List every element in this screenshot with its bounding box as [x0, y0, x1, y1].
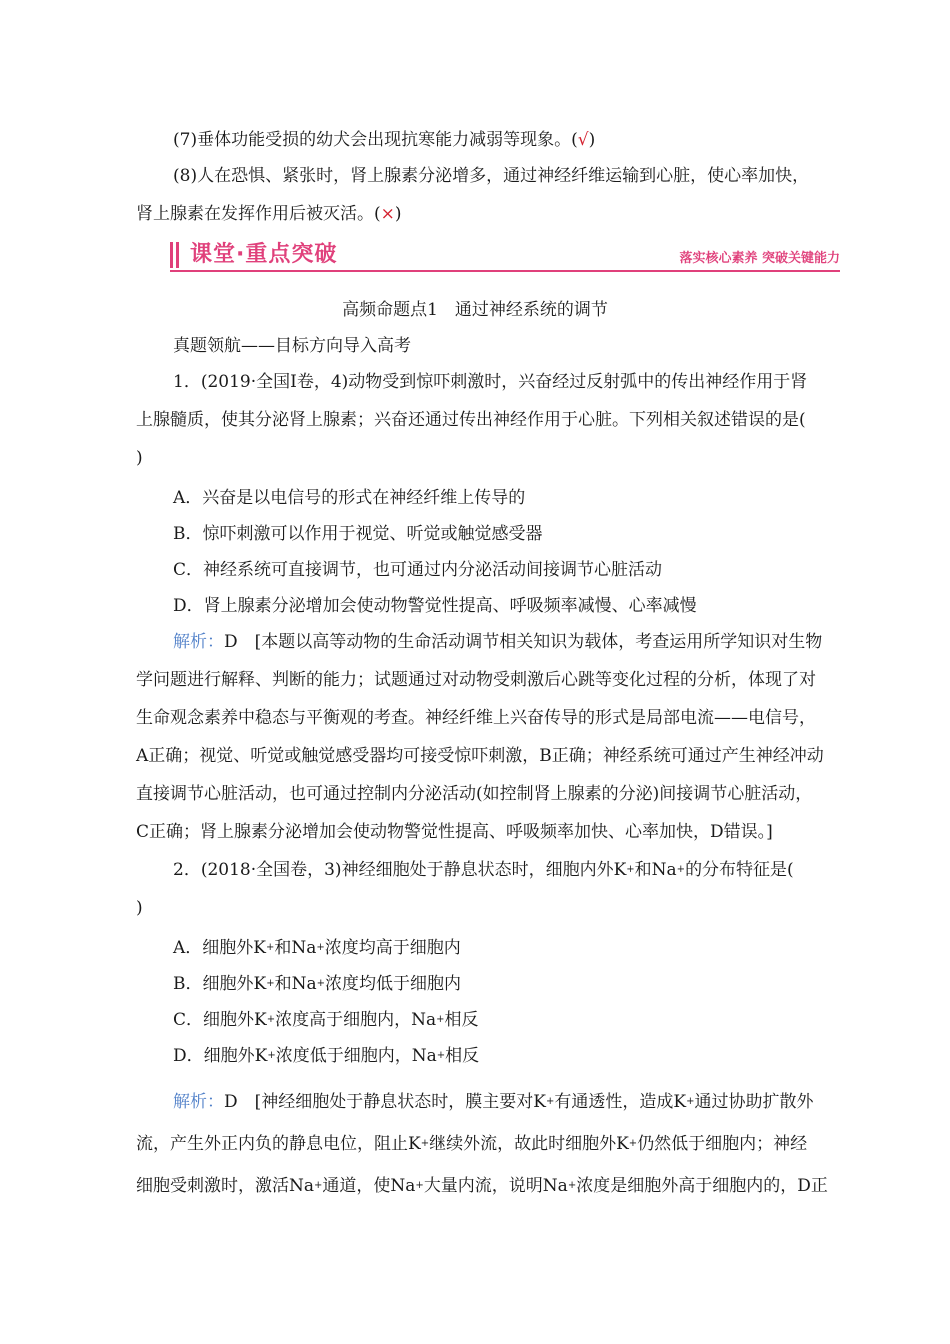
analysis-text: D [神经细胞处于静息状态时，膜主要对K	[224, 1092, 546, 1112]
opt-text: A．细胞外K	[173, 938, 266, 958]
analysis-text: 流，产生外正内负的静息电位，阻止K	[136, 1134, 421, 1154]
analysis-label: 解析：	[173, 632, 224, 652]
q2-stem-line1	[173, 858, 794, 882]
superscript: +	[676, 864, 686, 875]
correct-mark: √	[577, 130, 589, 150]
superscript: +	[545, 1096, 555, 1107]
opt-text: 和Na	[274, 938, 317, 958]
superscript: +	[267, 1050, 276, 1061]
analysis-text: D [本题以高等动物的生命活动调节相关知识为载体，考查运用所学知识对生物	[224, 632, 823, 652]
q1-analysis-line2: 学问题进行解释、判断的能力；试题通过对动物受刺激后心跳等变化过程的分析，体现了对	[136, 670, 816, 690]
opt-text: 浓度均高于细胞内	[324, 938, 461, 958]
superscript: +	[686, 1096, 695, 1107]
statement-7-text: (7)垂体功能受损的幼犬会出现抗寒能力减弱等现象。(	[173, 130, 578, 150]
banner-bar-icon	[170, 242, 173, 268]
q1-stem-line2: 上腺髓质，使其分泌肾上腺素；兴奋还通过传出神经作用于心脏。下列相关叙述错误的是(	[136, 410, 806, 430]
statement-8-line1: (8)人在恐惧、紧张时，肾上腺素分泌增多，通过神经纤维运输到心脏，使心率加快，	[173, 166, 810, 186]
q2-option-d	[173, 1044, 479, 1068]
q2-option-c	[173, 1008, 479, 1032]
q2-option-a	[173, 936, 461, 960]
analysis-text: 仍然低于细胞内；神经	[637, 1134, 808, 1154]
q1-option-b: B．惊吓刺激可以作用于视觉、听觉或触觉感受器	[173, 524, 543, 544]
opt-text: D．细胞外K	[173, 1046, 268, 1066]
statement-8-text: 肾上腺素在发挥作用后被灭活。(	[136, 204, 381, 224]
q1-analysis-line5: 直接调节心脏活动，也可通过控制内分泌活动(如控制肾上腺素的分泌)间接调节心脏活动，	[136, 784, 813, 804]
opt-text: 浓度均低于细胞内	[325, 974, 461, 994]
q1-option-a: A．兴奋是以电信号的形式在神经纤维上传导的	[173, 488, 526, 508]
wrong-mark: ×	[380, 204, 395, 224]
q1-option-d: D．肾上腺素分泌增加会使动物警觉性提高、呼吸频率减慢、心率减慢	[173, 596, 697, 616]
analysis-text: 通过协助扩散外	[694, 1092, 814, 1112]
q2-stem-line2: )	[136, 898, 143, 918]
q1-analysis-line3: 生命观念素养中稳态与平衡观的考查。神经纤维上兴奋传导的形式是局部电流——电信号，	[136, 708, 816, 728]
q1-analysis-line4: A正确；视觉、听觉或触觉感受器均可接受惊吓刺激，B正确；神经系统可通过产生神经冲动	[136, 746, 824, 766]
banner-tagline: 落实核心素养 突破关键能力	[679, 251, 840, 266]
superscript: +	[266, 1014, 276, 1025]
paren-close: )	[588, 130, 596, 150]
opt-text: 浓度高于细胞内，Na	[275, 1010, 437, 1030]
analysis-text: 通道，使Na	[322, 1176, 416, 1196]
section-heading: 高频命题点1 通过神经系统的调节	[342, 300, 608, 320]
analysis-text: 继续外流，故此时细胞外K	[429, 1134, 629, 1154]
opt-text: B．细胞外K	[173, 974, 267, 994]
q2-analysis-line3	[136, 1174, 828, 1198]
opt-text: C．细胞外K	[173, 1010, 267, 1030]
superscript: +	[316, 978, 325, 989]
superscript: +	[626, 864, 635, 875]
q1-stem-line1: 1．(2019·全国Ⅰ卷，4)动物受到惊吓刺激时，兴奋经过反射弧中的传出神经作用于肾	[173, 372, 808, 392]
q1-analysis-line1	[173, 630, 822, 654]
superscript: +	[266, 978, 275, 989]
superscript: +	[415, 1180, 424, 1191]
q1-stem-line3: )	[136, 448, 143, 468]
section-subheading: 真题领航——目标方向导入高考	[173, 336, 411, 356]
opt-text: 和Na	[274, 974, 317, 994]
superscript: +	[316, 942, 325, 953]
statement-8-line2	[136, 202, 402, 226]
superscript: +	[436, 1014, 445, 1025]
q1-option-c: C．神经系统可直接调节，也可通过内分泌活动间接调节心脏活动	[173, 560, 663, 580]
superscript: +	[436, 1050, 446, 1061]
superscript: +	[420, 1138, 430, 1149]
q2-analysis-line1	[173, 1090, 813, 1114]
analysis-text: 大量内流，说明Na	[423, 1176, 568, 1196]
banner-title: 课堂·重点突破	[190, 242, 338, 267]
analysis-label: 解析：	[173, 1092, 224, 1112]
superscript: +	[314, 1180, 323, 1191]
superscript: +	[567, 1180, 577, 1191]
banner-rule	[170, 270, 840, 272]
q2-analysis-line2	[136, 1132, 807, 1156]
banner-bar-icon	[176, 242, 179, 268]
statement-7	[173, 128, 595, 152]
q2-text: 和Na	[634, 860, 677, 880]
superscript: +	[628, 1138, 638, 1149]
q1-analysis-line6: C正确；肾上腺素分泌增加会使动物警觉性提高、呼吸频率加快、心率加快，D错误。]	[136, 822, 773, 842]
opt-text: 相反	[444, 1010, 479, 1030]
q2-text: 的分布特征是(	[685, 860, 794, 880]
opt-text: 浓度低于细胞内，Na	[275, 1046, 437, 1066]
q2-option-b	[173, 972, 461, 996]
section-banner	[170, 240, 840, 272]
analysis-text: 细胞受刺激时，激活Na	[136, 1176, 315, 1196]
superscript: +	[265, 942, 275, 953]
q2-text: 2．(2018·全国卷，3)神经细胞处于静息状态时，细胞内外K	[173, 860, 627, 880]
paren-close: )	[394, 204, 402, 224]
analysis-text: 有通透性，造成K	[554, 1092, 687, 1112]
opt-text: 相反	[445, 1046, 480, 1066]
analysis-text: 浓度是细胞外高于细胞内的，D正	[576, 1176, 828, 1196]
